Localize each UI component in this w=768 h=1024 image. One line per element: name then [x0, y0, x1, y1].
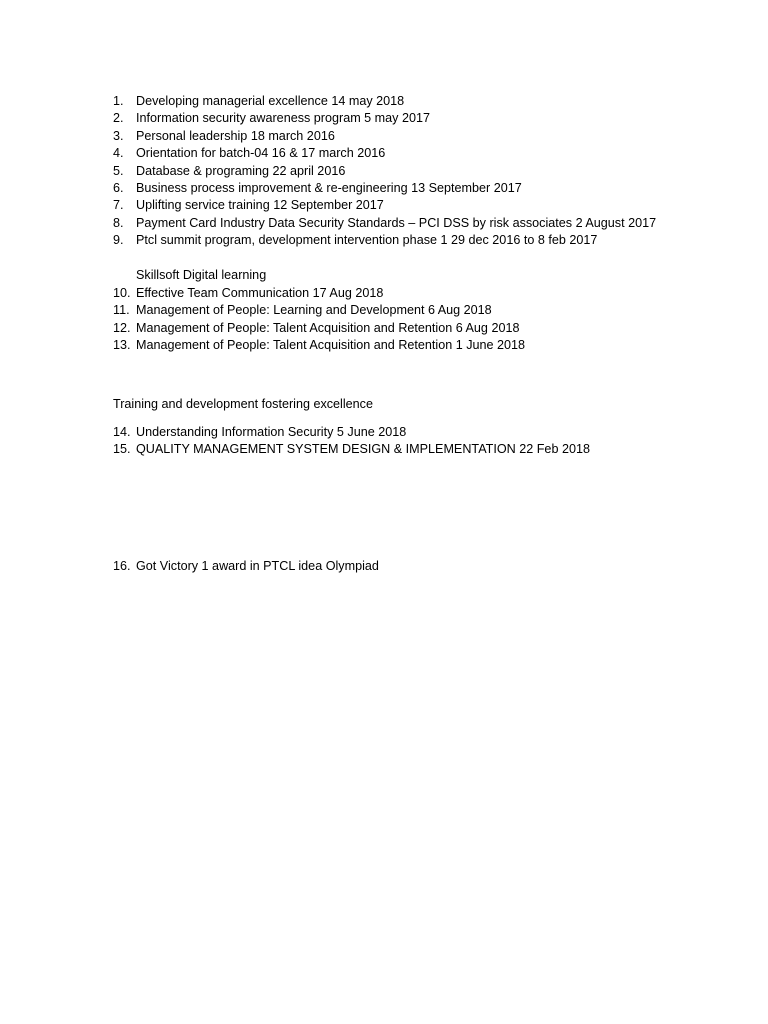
list-text: Got Victory 1 award in PTCL idea Olympiad [136, 559, 379, 573]
award-list [113, 558, 379, 575]
list-item [113, 93, 656, 110]
list-item [113, 320, 525, 337]
list-number: 13. [113, 338, 131, 353]
list-number: 9. [113, 233, 124, 248]
section-heading-skillsoft: Skillsoft Digital learning [136, 268, 267, 282]
list-item [113, 110, 656, 127]
list-number: 1. [113, 94, 124, 108]
training-list-general [113, 93, 656, 250]
list-text: Business process improvement & re-engineering 13 September 2017 [136, 180, 522, 195]
training-list-fostering-excellence [113, 424, 590, 459]
list-text: Understanding Information Security 5 June 2018 [136, 425, 407, 439]
list-number: 8. [113, 215, 124, 230]
list-number: 10. [113, 286, 131, 300]
list-number: 4. [113, 146, 124, 161]
list-text: Effective Team Communication 17 Aug 2018 [136, 286, 384, 300]
list-text: Developing managerial excellence 14 may 2018 [136, 94, 405, 108]
list-item [113, 128, 656, 145]
list-item [113, 180, 656, 197]
list-item [113, 215, 656, 232]
list-number: 12. [113, 320, 131, 335]
list-number: 11. [113, 303, 130, 318]
list-item [113, 302, 525, 319]
list-number: 2. [113, 111, 124, 126]
list-text: QUALITY MANAGEMENT SYSTEM DESIGN & IMPLEMENTATION 22 Feb 2018 [136, 442, 590, 457]
list-item [113, 163, 656, 180]
list-text: Database & programing 22 april 2016 [136, 163, 346, 178]
list-text: Information security awareness program 5 may 2017 [136, 111, 430, 126]
list-item [113, 145, 656, 162]
list-item [113, 441, 590, 458]
list-item [113, 232, 656, 249]
list-text: Uplifting service training 12 September 2017 [136, 198, 384, 213]
list-text: Management of People: Talent Acquisition and Retention 6 Aug 2018 [136, 320, 520, 335]
list-number: 5. [113, 163, 124, 178]
list-text: Management of People: Learning and Development 6 Aug 2018 [136, 303, 492, 318]
list-item [113, 197, 656, 214]
list-number: 6. [113, 180, 124, 195]
list-text: Ptcl summit program, development intervention phase 1 29 dec 2016 to 8 feb 2017 [136, 233, 598, 248]
list-number: 15. [113, 442, 131, 457]
list-item [113, 558, 379, 575]
list-number: 14. [113, 425, 131, 439]
list-text: Management of People: Talent Acquisition and Retention 1 June 2018 [136, 338, 526, 353]
list-number: 3. [113, 128, 124, 143]
list-text: Orientation for batch-04 16 & 17 march 2016 [136, 146, 386, 161]
list-item [113, 424, 590, 441]
section-heading-training: Training and development fostering excellence [113, 397, 373, 411]
list-number: 7. [113, 198, 124, 213]
list-item [113, 337, 525, 354]
list-item [113, 285, 525, 302]
list-number: 16. [113, 559, 131, 573]
training-list-skillsoft [113, 285, 525, 355]
list-text: Payment Card Industry Data Security Standards – PCI DSS by risk associates 2 August 2017 [136, 215, 657, 230]
list-text: Personal leadership 18 march 2016 [136, 128, 335, 143]
